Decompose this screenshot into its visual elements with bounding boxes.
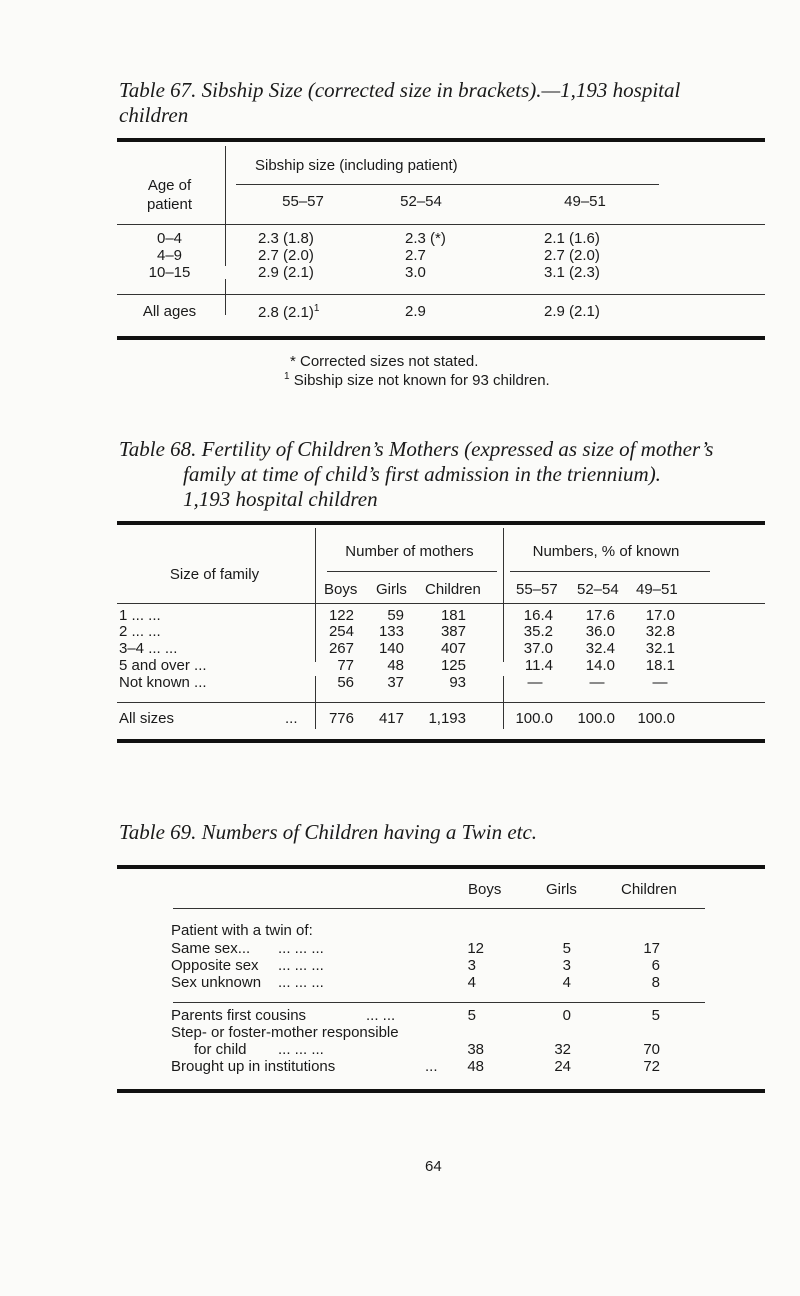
table67-year-2: 49–51 [564,193,606,210]
table68-divider-b [503,528,504,662]
table68-cell: 17.6 [585,607,615,624]
table67-cell: 3.0 [405,264,426,281]
table69-header-rule [173,908,705,909]
table68-cell: 11.4 [524,657,553,674]
table68-cell: 37.0 [523,640,553,657]
table69-col-header: Boys [468,881,502,898]
table68-group-rule-2 [510,571,710,572]
table68-cell: 18.1 [645,657,675,674]
table68-cell: 16.4 [523,607,553,624]
table68-bottom-rule [117,739,765,743]
table67-row-age: 0–4 [156,230,183,247]
table68-cell: 36.0 [585,623,615,640]
table67-age-header: Age of patient [146,177,193,213]
table67-cell: 2.7 (2.0) [258,247,314,264]
table69-row-dots: ... ... ... [278,940,324,957]
table68-row-label: 5 and over ... [119,657,207,674]
table68-sub-header: 49–51 [636,581,678,598]
table67-total-rule [117,294,765,295]
table68-total-cell: 100.0 [577,710,615,727]
table68-cell: 407 [440,640,466,657]
table68-sub-header: 52–54 [577,581,619,598]
table67-cell: 3.1 (2.3) [544,264,600,281]
table68-cell: 59 [387,607,404,624]
table67-header-rule [117,224,765,225]
table69-group-label: Patient with a twin of: [171,922,313,939]
table67-title-line2: children [119,103,189,127]
table67-cell: 2.7 (2.0) [544,247,600,264]
table68-cell: 254 [328,623,354,640]
table67-year-1: 52–54 [400,193,442,210]
table68-title: Table 68. Fertility of Children’s Mothers (expressed as size of mother’s family at time of child’s first admission in the triennium). 1,193 hospital children [119,437,714,511]
table69-row-dots: ... ... [366,1007,396,1024]
table69-cell: 8 [651,974,660,991]
table69-cell: 6 [651,957,660,974]
table68-row-label: 2 ... ... [119,623,161,640]
table67-year-0: 55–57 [282,193,324,210]
table67-row-age: 4–9 [156,247,183,264]
table69-top-rule [117,865,765,869]
table69-row-dots: ... ... ... [278,974,324,991]
table67-note1: * Corrected sizes not stated. [290,353,479,370]
table68-total-dots: ... [285,710,298,727]
table69-cell: 3 [467,957,476,974]
table69-cell: 5 [562,940,571,957]
table67-cell: 2.1 (1.6) [544,230,600,247]
table68-sub-header: 55–57 [516,581,558,598]
table69-col-header: Children [621,881,677,898]
table68-cell: 140 [378,640,404,657]
table68-cell: 32.1 [645,640,675,657]
table68-row-label: Not known ... [119,674,207,691]
table68-sub-header: Children [425,581,481,598]
table68-cell: — [652,674,668,691]
table68-header-rule [117,603,765,604]
table68-sub-header: Girls [376,581,407,598]
table69-row-label: for child [194,1041,247,1058]
table69-cell: 3 [562,957,571,974]
table68-total-rule [117,702,765,703]
table69-cell: 4 [467,974,476,991]
table69-row-label: Same sex... [171,940,251,957]
table67-cell: 2.3 (1.8) [258,230,314,247]
page-number: 64 [425,1158,442,1175]
table68-cell: 387 [440,623,466,640]
table68-size-header: Size of family [169,566,260,583]
table68-cell: 181 [440,607,466,624]
table69-col-header: Girls [546,881,577,898]
table68-cell: 267 [328,640,354,657]
table68-group-rule [327,571,497,572]
table68-cell: 48 [387,657,404,674]
table68-cell: 56 [337,674,354,691]
table68-cell: — [589,674,605,691]
table67-total-label: All ages [142,303,197,320]
table69-row-label: Step- or foster-mother responsible [171,1024,399,1041]
table68-total-cell: 776 [328,710,354,727]
table69-cell: 72 [643,1058,660,1075]
table68-row-label: 1 ... ... [119,607,161,624]
table67-title-rest: Sibship Size (corrected size in brackets).—1,193 hospital [201,78,681,102]
table68-cell: — [527,674,543,691]
table68-total-label: All sizes [119,710,175,727]
table67-divider-2 [225,279,226,315]
table68-cell: 133 [378,623,404,640]
table67-note2: $^1$ Sibship size not known for 93 children. [284,371,550,389]
table69-cell: 0 [562,1007,571,1024]
table68-row-label: 3–4 ... ... [119,640,178,657]
table67-cell: 2.3 (*) [405,230,446,247]
table68-cell: 125 [440,657,466,674]
table68-cell: 37 [387,674,404,691]
table67-title-num: Table 67. [119,78,197,102]
table68-total-cell: 100.0 [515,710,553,727]
table69-cell: 17 [643,940,660,957]
table68-top-rule [117,521,765,525]
table69-cell: 38 [467,1041,484,1058]
table68-numbers-header: Numbers, % of known [532,543,680,560]
table69-row-dots: ... ... ... [278,957,324,974]
table68-cell: 77 [337,657,354,674]
table69-bottom-rule [117,1089,765,1093]
table69-row-label: Opposite sex [171,957,259,974]
table69-row-label: Brought up in institutions [171,1058,336,1075]
table69-cell: 48 [467,1058,484,1075]
table69-cell: 4 [562,974,571,991]
table67-group-rule [236,184,659,185]
table68-mothers-header: Number of mothers [345,543,474,560]
table67-group-header: Sibship size (including patient) [255,157,458,174]
table69-cell: 5 [651,1007,660,1024]
table67-cell: 2.7 [405,247,426,264]
table68-cell: 122 [328,607,354,624]
table69-row-label: Sex unknown [171,974,262,991]
table68-total-cell: 417 [378,710,404,727]
table68-cell: 35.2 [523,623,553,640]
table67-cell: 2.9 (2.1) [258,264,314,281]
table69-row-label: Parents first cousins [171,1007,307,1024]
table67-bottom-rule [117,336,765,340]
table68-sub-header: Boys [324,581,358,598]
table69-title: Table 69. Numbers of Children having a Twin etc. [119,820,538,844]
table67-total-cell: 2.9 [405,303,426,320]
table68-total-cell: 100.0 [637,710,675,727]
table69-cell: 12 [467,940,484,957]
table68-cell: 17.0 [645,607,675,624]
table69-cell: 5 [467,1007,476,1024]
table68-total-cell: 1,193 [428,710,466,727]
table67-title [119,78,759,128]
table67-row-age: 10–15 [148,264,191,281]
table68-cell: 32.4 [585,640,615,657]
table69-row-dots: ... [425,1058,438,1075]
table68-divider-a [315,528,316,662]
table67-divider [225,146,226,266]
table69-cell: 24 [554,1058,571,1075]
table69-section-rule [173,1002,705,1003]
table69-cell: 70 [643,1041,660,1058]
table67-total-cell: 2.9 (2.1) [544,303,600,320]
table69-row-dots: ... ... ... [278,1041,324,1058]
table68-cell: 14.0 [585,657,615,674]
table68-cell: 32.8 [645,623,675,640]
table67-top-rule [117,138,765,142]
table69-cell: 32 [554,1041,571,1058]
table68-cell: 93 [449,674,466,691]
table67-total-cell: 2.8 $(2.1)^1$ [258,303,320,321]
